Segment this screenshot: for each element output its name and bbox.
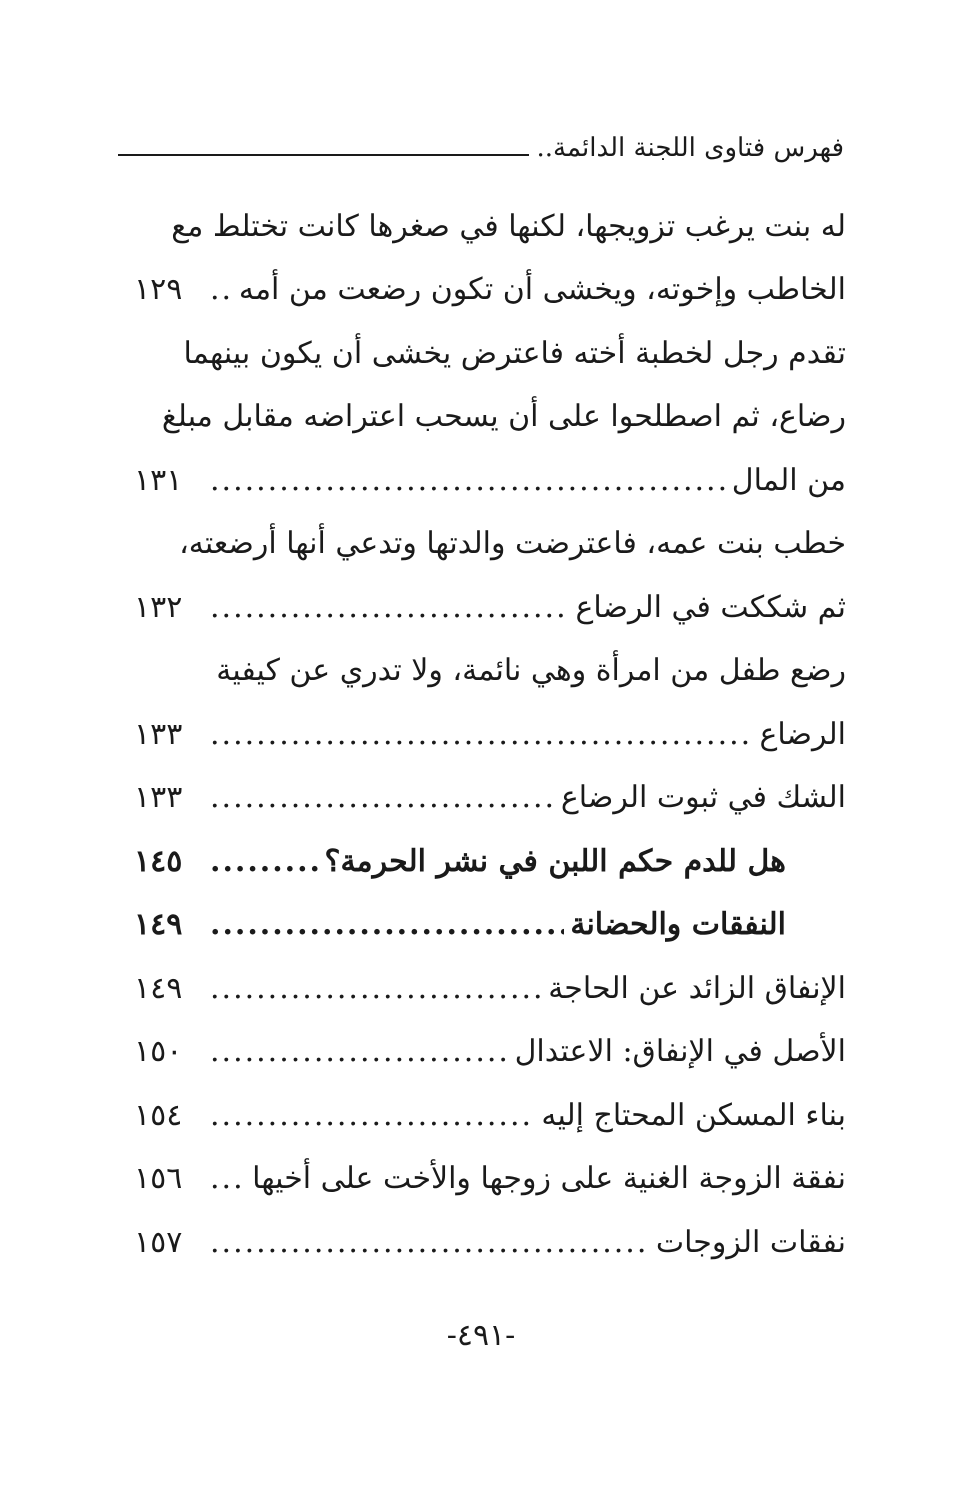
toc-entry-line: [134, 767, 846, 831]
toc-entry-text: الرضاع: [759, 716, 846, 752]
toc-entry-text: نفقة الزوجة الغنية على زوجها والأخت على أخيها: [252, 1161, 846, 1197]
toc-entry-text: النفقات والحضانة: [570, 907, 786, 943]
toc-entry-line: [134, 894, 846, 958]
toc-entry-line: [134, 957, 846, 1021]
toc-entry-text: الأصل في الإنفاق: الاعتدال: [514, 1034, 846, 1070]
toc-entry-line: [134, 259, 846, 323]
toc-entry-text: تقدم رجل لخطبة أخته فاعترض يخشى أن يكون بينهما: [183, 335, 846, 371]
toc-page-number: ١٣٢: [134, 589, 183, 625]
dot-leader: [210, 593, 569, 623]
dot-leader: [210, 910, 564, 940]
toc-entry-line: [134, 576, 846, 640]
toc-entry-line: [134, 195, 846, 259]
toc-page-number: ١٥٦: [134, 1161, 183, 1197]
dot-leader: [210, 1164, 246, 1194]
toc-entry-line: [134, 830, 846, 894]
toc-entry-line: [134, 1021, 846, 1085]
toc-entry-text: هل للدم حكم اللبن في نشر الحرمة؟: [324, 843, 786, 879]
dot-leader: [210, 847, 319, 877]
toc-entry-text: بناء المسكن المحتاج إليه: [541, 1097, 846, 1133]
running-head: [118, 128, 844, 168]
table-of-contents: [134, 195, 846, 1275]
toc-entry-line: [134, 513, 846, 577]
toc-page-number: ١٢٩: [134, 272, 183, 308]
toc-entry-line: [134, 1211, 846, 1275]
dot-leader: [210, 466, 726, 496]
toc-entry-line: [134, 322, 846, 386]
dot-leader: [210, 275, 233, 305]
page-number: -٤٩١-: [446, 1318, 516, 1353]
toc-entry-line: [134, 386, 846, 450]
toc-page-number: ١٤٩: [134, 970, 183, 1006]
dot-leader: [210, 1037, 509, 1067]
toc-entry-text: الخاطب وإخوته، ويخشى أن تكون رضعت من أمه: [238, 272, 846, 308]
toc-entry-text: نفقات الزوجات: [655, 1224, 846, 1260]
dot-leader: [210, 974, 542, 1004]
toc-entry-text: رضع طفل من امرأة وهي نائمة، ولا تدري عن كيفية: [216, 653, 846, 689]
header-rule: [118, 154, 529, 156]
toc-page-number: ١٣٣: [134, 780, 183, 816]
toc-page-number: ١٤٥: [134, 843, 183, 879]
dot-leader: [210, 1228, 650, 1258]
toc-entry-text: خطب بنت عمه، فاعترضت والدتها وتدعي أنها أرضعته،: [179, 526, 846, 562]
toc-entry-line: [134, 449, 846, 513]
dot-leader: [210, 720, 753, 750]
toc-entry-line: [134, 1148, 846, 1212]
toc-entry-line: [134, 1084, 846, 1148]
toc-entry-text: رضاع، ثم اصطلحوا على أن يسحب اعتراضه مقابل مبلغ: [161, 399, 846, 435]
toc-page-number: ١٥٤: [134, 1097, 183, 1133]
toc-entry-text: من المال: [731, 462, 846, 498]
toc-entry-text: الشك في ثبوت الرضاع: [560, 780, 846, 816]
toc-entry-text: ثم شككت في الرضاع: [575, 589, 846, 625]
toc-page-number: ١٤٩: [134, 907, 183, 943]
toc-entry-line: [134, 703, 846, 767]
toc-page-number: ١٣١: [134, 462, 183, 498]
toc-entry-text: له بنت يرغب تزويجها، لكنها في صغرها كانت تختلط مع: [171, 208, 846, 244]
running-head-title: فهرس فتاوى اللجنة الدائمة..: [536, 133, 844, 163]
toc-page-number: ١٥٠: [134, 1034, 183, 1070]
dot-leader: [210, 1101, 535, 1131]
toc-page-number: ١٣٣: [134, 716, 183, 752]
toc-entry-text: الإنفاق الزائد عن الحاجة: [548, 970, 846, 1006]
dot-leader: [210, 783, 555, 813]
toc-entry-line: [134, 640, 846, 704]
toc-page-number: ١٥٧: [134, 1224, 183, 1260]
